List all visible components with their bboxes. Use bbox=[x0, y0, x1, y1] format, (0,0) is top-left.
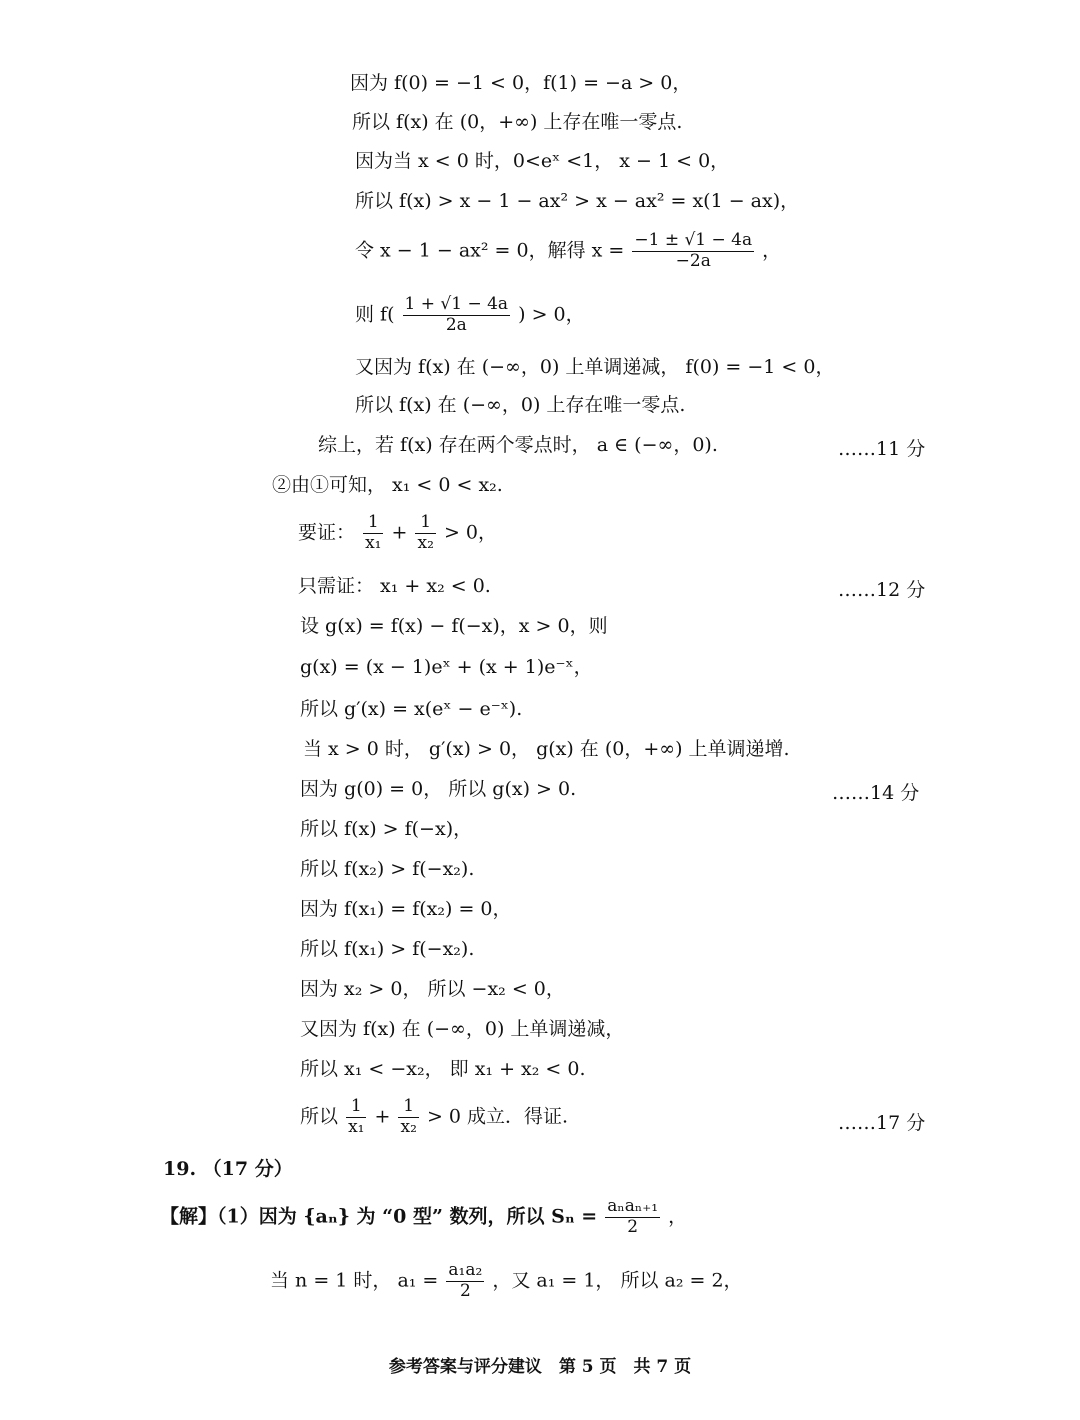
fraction-denominator: 2 bbox=[627, 1216, 639, 1237]
text-line: 所以 f(x₁) > f(−x₂). bbox=[300, 938, 475, 960]
score-mark: ……12 分 bbox=[838, 579, 926, 601]
text-line: 因为 f(x₁) = f(x₂) = 0， bbox=[300, 898, 512, 920]
page-footer: 参考答案与评分建议 第 5 页 共 7 页 bbox=[388, 1357, 692, 1377]
fraction-denominator: x₂ bbox=[400, 1116, 417, 1137]
text-line: 所以 f(x₂) > f(−x₂). bbox=[300, 858, 475, 880]
fraction-denominator: x₁ bbox=[365, 532, 382, 553]
text-segment: 要证： bbox=[298, 521, 356, 544]
text-line-fraction bbox=[298, 514, 497, 553]
fraction-numerator: −1 ± √1 − 4a bbox=[634, 230, 753, 250]
score-mark: ……11 分 bbox=[838, 438, 926, 460]
fraction-numerator: 1 bbox=[415, 514, 435, 534]
text-line: 只需证： x₁ + x₂ < 0. bbox=[298, 575, 491, 597]
text-line: 所以 f(x) 在 (0，+∞) 上存在唯一零点. bbox=[352, 111, 683, 133]
text-segment: > 0， bbox=[443, 521, 497, 544]
score-mark: ……17 分 bbox=[838, 1112, 926, 1134]
fraction bbox=[346, 1098, 366, 1137]
text-segment: 【解】（1）因为 {aₙ} 为 “0 型” 数列，所以 Sₙ = bbox=[160, 1205, 598, 1228]
text-line-fraction bbox=[160, 1198, 687, 1237]
text-line-fraction bbox=[355, 232, 781, 271]
text-line: 因为 g(0) = 0， 所以 g(x) > 0. bbox=[300, 778, 577, 800]
text-line: 所以 f(x) > f(−x)， bbox=[300, 818, 473, 840]
text-line: 设 g(x) = f(x) − f(−x)，x > 0，则 bbox=[300, 615, 608, 637]
text-line: 所以 x₁ < −x₂， 即 x₁ + x₂ < 0. bbox=[300, 1058, 586, 1080]
fraction-denominator: −2a bbox=[675, 250, 711, 271]
text-line: 所以 f(x) 在 (−∞，0) 上存在唯一零点. bbox=[355, 394, 686, 416]
fraction bbox=[632, 232, 754, 271]
text-segment: ， bbox=[762, 239, 782, 262]
question-heading: 19. （17 分） bbox=[163, 1158, 293, 1180]
fraction-denominator: x₂ bbox=[417, 532, 434, 553]
text-line: 因为当 x < 0 时，0<eˣ <1， x − 1 < 0， bbox=[355, 150, 730, 172]
text-line: 所以 f(x) > x − 1 − ax² > x − ax² = x(1 − ax)， bbox=[355, 190, 800, 212]
text-line: 因为 x₂ > 0， 所以 −x₂ < 0， bbox=[300, 978, 565, 1000]
score-mark: ……14 分 bbox=[832, 782, 920, 804]
text-segment: ，又 a₁ = 1， 所以 a₂ = 2， bbox=[492, 1269, 743, 1292]
fraction bbox=[605, 1198, 660, 1237]
text-segment: ， bbox=[668, 1205, 688, 1228]
fraction-numerator: 1 bbox=[363, 514, 383, 534]
fraction-denominator: 2 bbox=[459, 1280, 471, 1301]
text-segment: + bbox=[374, 1105, 391, 1128]
fraction-numerator: 1 bbox=[398, 1098, 418, 1118]
fraction-denominator: 2a bbox=[445, 314, 467, 335]
fraction-numerator: 1 bbox=[346, 1098, 366, 1118]
fraction bbox=[415, 514, 435, 553]
text-segment: 令 x − 1 − ax² = 0，解得 x = bbox=[355, 239, 625, 262]
fraction-numerator: 1 + √1 − 4a bbox=[404, 294, 509, 314]
text-line-fraction bbox=[355, 296, 585, 335]
fraction bbox=[363, 514, 383, 553]
text-line: 因为 f(0) = −1 < 0，f(1) = −a > 0， bbox=[350, 72, 692, 94]
text-segment: + bbox=[391, 521, 408, 544]
text-line: 所以 g′(x) = x(eˣ − e⁻ˣ). bbox=[300, 698, 523, 720]
text-segment: ) > 0， bbox=[518, 303, 585, 326]
text-line: 又因为 f(x) 在 (−∞，0) 上单调递减， bbox=[300, 1018, 625, 1040]
fraction bbox=[446, 1262, 484, 1301]
text-line-fraction bbox=[270, 1262, 743, 1301]
fraction bbox=[403, 296, 511, 335]
text-line: 综上，若 f(x) 存在两个零点时， a ∈ (−∞，0). bbox=[318, 434, 718, 456]
text-line: ②由①可知， x₁ < 0 < x₂. bbox=[272, 474, 503, 496]
text-line: 当 x > 0 时， g′(x) > 0， g(x) 在 (0，+∞) 上单调递增. bbox=[303, 738, 790, 760]
text-segment: 所以 bbox=[300, 1105, 339, 1128]
text-line: 又因为 f(x) 在 (−∞，0) 上单调递减， f(0) = −1 < 0， bbox=[355, 356, 835, 378]
text-line: g(x) = (x − 1)eˣ + (x + 1)e⁻ˣ， bbox=[300, 656, 593, 678]
fraction bbox=[398, 1098, 418, 1137]
text-segment: 当 n = 1 时， a₁ = bbox=[270, 1269, 439, 1292]
text-segment: > 0 成立．得证. bbox=[426, 1105, 569, 1128]
fraction-denominator: x₁ bbox=[348, 1116, 365, 1137]
text-line-fraction bbox=[300, 1098, 568, 1137]
text-segment: 则 f( bbox=[355, 303, 395, 326]
fraction-numerator: a₁a₂ bbox=[448, 1260, 483, 1280]
fraction-numerator: aₙaₙ₊₁ bbox=[607, 1196, 659, 1216]
